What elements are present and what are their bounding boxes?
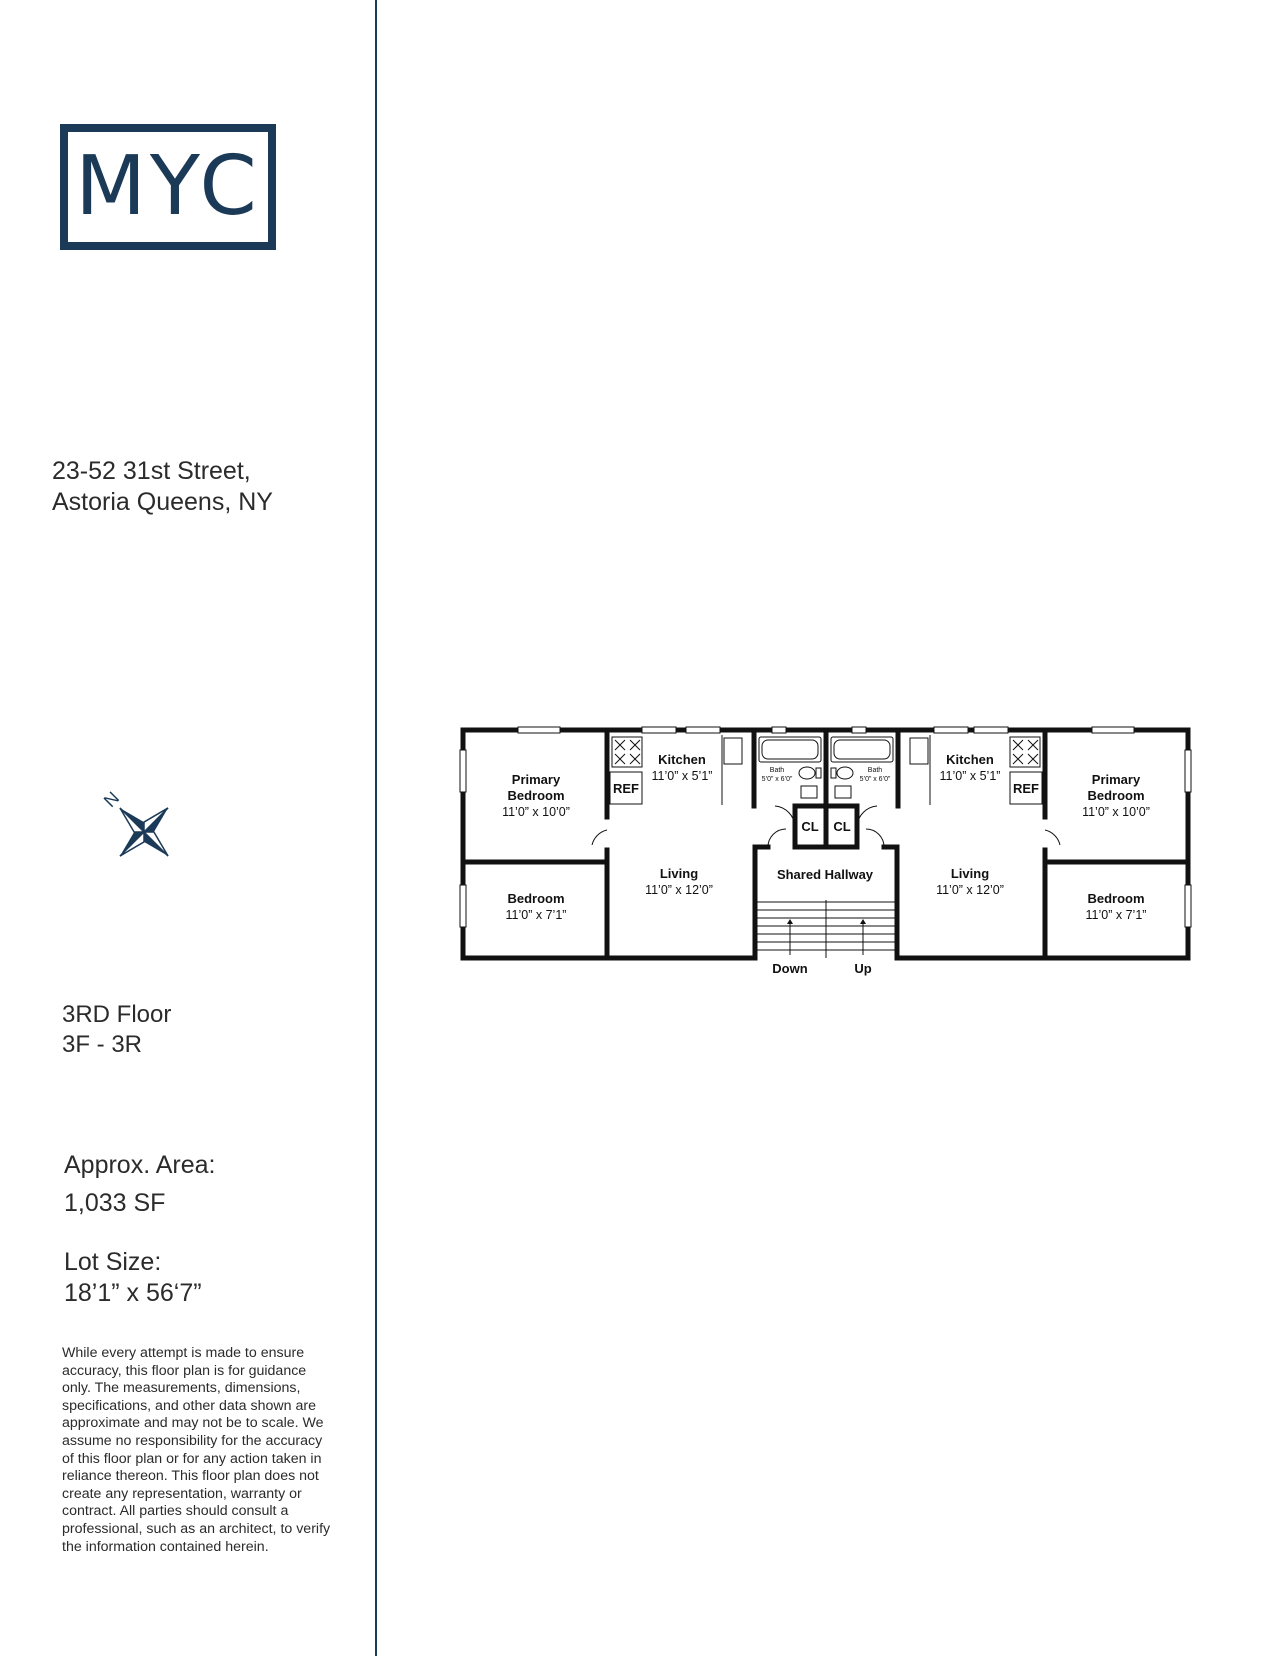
left-living-dim: 11’0” x 12’0” (645, 883, 713, 897)
area-value: 1,033 SF (64, 1189, 166, 1217)
left-closet-label: CL (801, 819, 819, 834)
floor-plan (455, 720, 1195, 990)
window-rk-2 (974, 727, 1008, 733)
window-left-1 (460, 750, 466, 792)
door-arc-cl-right (857, 806, 877, 826)
door-arc-unit-left (768, 829, 786, 847)
left-stove-icon (612, 737, 642, 767)
stairs-down-arrow-icon (787, 919, 793, 924)
right-ref-label: REF (1013, 781, 1039, 796)
window-right-1 (1185, 750, 1191, 792)
window-lk-2 (686, 727, 720, 733)
window-lk-1 (642, 727, 676, 733)
sidebar (0, 0, 377, 1656)
shared-hallway-label: Shared Hallway (776, 867, 874, 882)
right-toilet-icon (831, 767, 853, 779)
right-living-label: Living (950, 866, 990, 881)
window-lb (518, 727, 560, 733)
door-arc-left-bedroom (592, 830, 607, 845)
left-ref-label: REF (613, 781, 639, 796)
right-bedroom-dim: 11’0” x 7’1” (1085, 908, 1147, 922)
left-bath-dim: 5’0” x 6’0” (761, 776, 793, 783)
floor-units: 3F - 3R (62, 1031, 143, 1058)
area-info (64, 1146, 215, 1222)
lot-value: 18’1” x 56‘7” (64, 1279, 202, 1307)
left-bath-sink-icon (801, 786, 817, 798)
left-kitchen-dim: 11’0” x 5’1” (651, 769, 713, 783)
right-bath-dim: 5’0” x 6’0” (859, 776, 891, 783)
lot-label: Lot Size: (64, 1248, 162, 1276)
door-arc-cl-left (775, 806, 795, 826)
floor-name: 3RD Floor (62, 1001, 172, 1028)
right-bedroom-label: Bedroom (1087, 891, 1145, 906)
right-closet-label: CL (833, 819, 851, 834)
window-rbath (852, 727, 866, 733)
left-toilet-icon (799, 767, 821, 779)
area-label: Approx. Area: (64, 1151, 216, 1179)
door-arc-unit-right (866, 829, 884, 847)
right-kitchen-dim: 11’0” x 5’1” (939, 769, 1001, 783)
window-rb (1092, 727, 1134, 733)
compass-north-label: N (99, 787, 124, 812)
window-lbath (772, 727, 786, 733)
right-living-dim: 11’0” x 12’0” (936, 883, 1004, 897)
stairs-up-label: Up (854, 961, 872, 976)
stairs-icon (755, 900, 897, 958)
right-bath-label: Bath (867, 767, 883, 774)
property-address (52, 456, 273, 518)
brand-logo (60, 124, 276, 250)
address-line-1: 23-52 31st Street, (52, 457, 251, 485)
lot-info (64, 1247, 202, 1309)
stairs-up-arrow-icon (860, 919, 866, 924)
right-kitchen-sink-icon (910, 738, 928, 764)
address-line-2: Astoria Queens, NY (52, 488, 273, 516)
disclaimer-text: While every attempt is made to ensure accuracy, this floor plan is for guidance only. The measurements, dimensions, specifications, and other data shown are approximate and may not be to scale. We assume no responsibility for the accuracy of this floor plan or for any action taken in reliance thereon. This floor plan does not create any representation, warranty or contract. All parties should consult a professional, such as an architect, to verify the information contained herein. (62, 1345, 331, 1555)
compass-icon (92, 770, 184, 862)
stairs-down-label: Down (772, 961, 808, 976)
right-stove-icon (1010, 737, 1040, 767)
left-kitchen-label: Kitchen (658, 752, 706, 767)
right-primary-bedroom-dim: 11’0” x 10’0” (1082, 805, 1150, 819)
window-rk-1 (934, 727, 968, 733)
right-bath-sink-icon (835, 786, 851, 798)
window-left-2 (460, 885, 466, 927)
window-right-2 (1185, 885, 1191, 927)
left-bedroom-dim: 11’0” x 7’1” (505, 908, 567, 922)
floor-info (62, 1000, 171, 1060)
left-bedroom-label: Bedroom (507, 891, 565, 906)
right-primary-bedroom-label-1: Primary (1091, 772, 1141, 787)
door-arc-right-bedroom (1045, 830, 1060, 845)
left-bathtub-icon (759, 737, 821, 762)
right-bathtub-icon (831, 737, 893, 762)
left-bath-label: Bath (769, 767, 785, 774)
right-primary-bedroom-label-2: Bedroom (1087, 788, 1145, 803)
logo-text: MYC (75, 139, 261, 234)
left-primary-bedroom-dim: 11’0” x 10’0” (502, 805, 570, 819)
left-living-label: Living (659, 866, 699, 881)
left-primary-bedroom-label-2: Bedroom (507, 788, 565, 803)
left-kitchen-sink-icon (724, 738, 742, 764)
left-primary-bedroom-label-1: Primary (511, 772, 561, 787)
right-kitchen-label: Kitchen (946, 752, 994, 767)
